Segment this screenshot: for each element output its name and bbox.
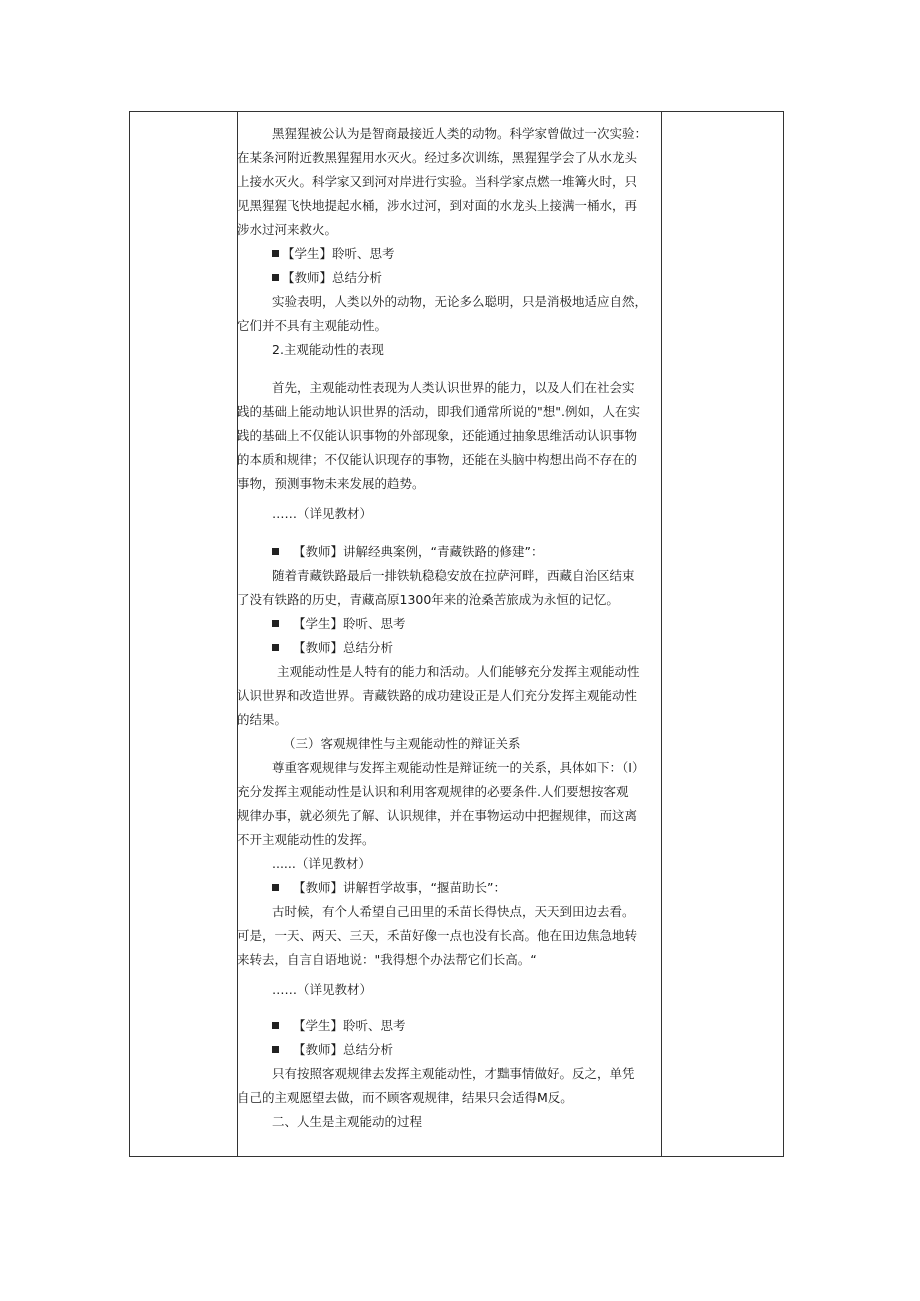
paragraph-conclusion-line1: 只有按照客观规律去发挥主观能动性，才黜事情做好。反之，单凭: [272, 1066, 635, 1081]
bullet-square-icon: [272, 620, 279, 627]
see-textbook-2: ......（详见教材）: [272, 856, 371, 871]
paragraph-first-line3: 践的基础上不仅能认识事物的外部现象，还能通过抽象思维活动认识事物: [237, 428, 638, 443]
paragraph-first-line4: 的本质和规律；不仅能认识现存的事物，还能在头脑中构想出尚不存在的: [237, 452, 638, 467]
bullet-square-icon: [272, 1022, 279, 1029]
paragraph-railway-line1: 随着青藏铁路最后一排铁轨稳稳安放在拉萨河畔，西藏自治区结束: [272, 568, 635, 583]
bullet-teacher-case: 【教师】讲解经典案例，“青藏铁路的修建”：: [237, 540, 661, 564]
bullet-square-icon: [272, 548, 279, 555]
paragraph-initiative-line2: 认识世界和改造世界。青藏铁路的成功建设正是人们充分发挥主观能动性: [237, 688, 638, 703]
paragraph-respect-line2: 充分发挥主观能动性是认识和利用客观规律的必要条件.人们要想按客观: [237, 784, 629, 799]
paragraph-conclusion-line2: 自己的主观愿望去做，而不顾客观规律，结果只会适得M反。: [237, 1090, 573, 1105]
bullet-student-listen-2: 【学生】聆听、思考: [237, 612, 661, 636]
paragraph-story-line1: 古时候，有个人希望自己田里的禾苗长得快点，天天到田边去看。: [272, 904, 635, 919]
heading-life-initiative: 二、人生是主观能动的过程: [272, 1114, 423, 1129]
paragraph-experiment-line2: 它们并不具有主观能动性。: [237, 318, 388, 333]
bullet-square-icon: [272, 250, 279, 257]
paragraph-respect-line1: 尊重客观规律与发挥主观能动性是辩证统一的关系，具体如下：（I）: [272, 760, 645, 775]
bullet-teacher-story: 【教师】讲解哲学故事，“揠苗助长”：: [237, 876, 661, 900]
lesson-content: [237, 122, 661, 1134]
see-textbook-1: ……（详见教材）: [272, 506, 373, 521]
bullet-square-icon: [272, 644, 279, 651]
bullet-teacher-summary-2: 【教师】总结分析: [237, 636, 661, 660]
paragraph-chimp-line5: 涉水过河来救火。: [237, 222, 338, 237]
see-textbook-3: ……（详见教材）: [272, 982, 373, 997]
bullet-square-icon: [272, 884, 279, 891]
paragraph-respect-line3: 规律办事，就必须先了解、认识规律，并在事物运动中把握规律，而这离: [237, 808, 638, 823]
paragraph-story-line2: 可是，一天、两天、三天，禾苗好像一点也没有长高。他在田边焦急地转: [237, 928, 638, 943]
bullet-square-icon: [272, 274, 279, 281]
bullet-teacher-summary: 【教师】总结分析: [237, 266, 661, 290]
paragraph-chimp-line3: 上接水灭火。科学家又到河对岸进行实验。当科学家点燃一堆篝火时，只: [237, 174, 638, 189]
paragraph-chimp-line2: 在某条河附近教黑猩猩用水灭火。经过多次训练，黑猩猩学会了从水龙头: [237, 150, 638, 165]
spacer: [237, 362, 661, 376]
heading-subjective-initiative: 2.主观能动性的表现: [272, 342, 384, 357]
paragraph-story-line3: 来转去，自言自语地说："我得想个办法帮它们长高。“: [237, 952, 537, 967]
paragraph-initiative-line3: 的结果。: [237, 712, 288, 727]
bullet-student-listen-3: 【学生】聆听、思考: [237, 1014, 661, 1038]
spacer: [237, 1002, 661, 1014]
paragraph-first-line2: 践的基础上能动地认识世界的活动，即我们通常所说的"想".例如，人在实: [237, 404, 640, 419]
paragraph-respect-line4: 不开主观能动性的发挥。: [237, 832, 375, 847]
bullet-square-icon: [272, 1046, 279, 1053]
paragraph-chimp-line1: 黑猩猩被公认为是智商最接近人类的动物。科学家曾做过一次实验：: [272, 126, 648, 141]
column-divider-right: [661, 112, 662, 1156]
spacer: [237, 526, 661, 540]
paragraph-chimp-line4: 见黑猩猩飞快地提起水桶，涉水过河，到对面的水龙头上接满一桶水，再: [237, 198, 638, 213]
paragraph-first-line1: 首先，主观能动性表现为人类认识世界的能力，以及人们在社会实: [272, 380, 635, 395]
heading-dialectical-relation: （三）客观规律性与主观能动性的辩证关系: [283, 736, 521, 751]
paragraph-first-line5: 事物，预测事物未来发展的趋势。: [237, 476, 425, 491]
paragraph-experiment-line1: 实验表明，人类以外的动物，无论多么聪明，只是消极地适应自然，: [272, 294, 648, 309]
paragraph-initiative-line1: 主观能动性是人特有的能力和活动。人们能够充分发挥主观能动性: [277, 664, 640, 679]
bullet-student-listen: 【学生】聆听、思考: [237, 242, 661, 266]
paragraph-railway-line2: 了没有铁路的历史，青藏高原1300年来的沧桑苦旅成为永恒的记忆。: [237, 592, 619, 607]
bullet-teacher-summary-3: 【教师】总结分析: [237, 1038, 661, 1062]
